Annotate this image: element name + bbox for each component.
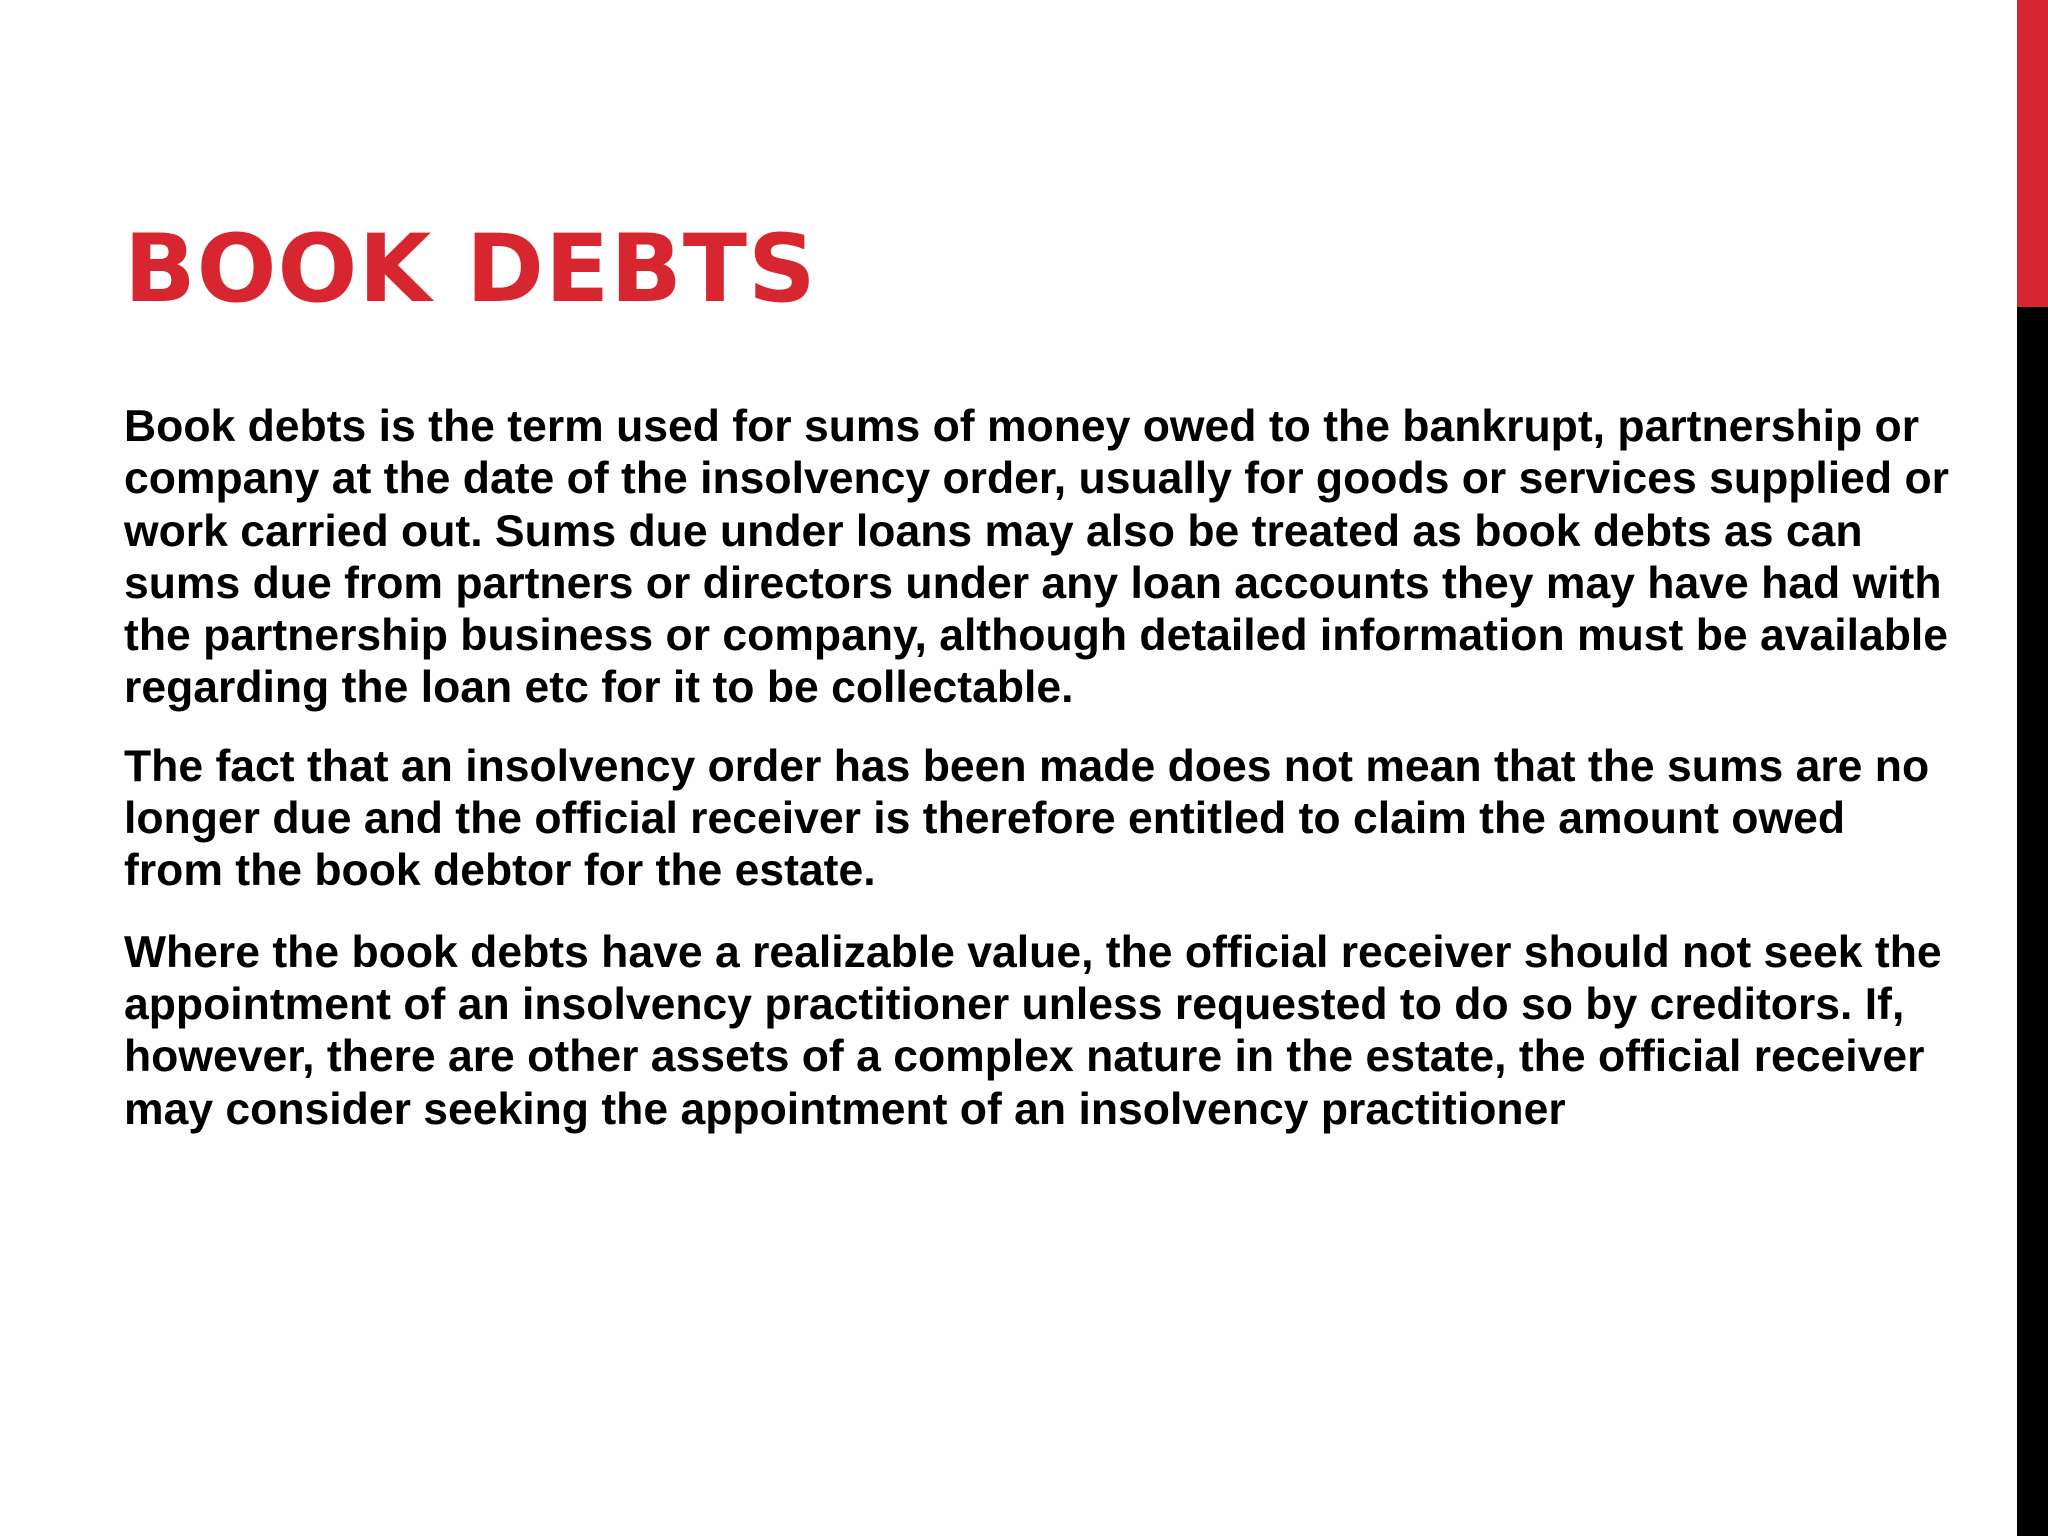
paragraph-book-debts-definition: Book debts is the term used for sums of money owed to the bankrupt, partnership or company at the date of the insolvency order, usually for goods or services supplied or work carried out. Sums due under loans may also be treated as book debts as can sums due from partners or directors under any loan accounts they may have had with the partnership business or company, although detailed information must be available regarding the loan etc for it to be collectable.	[124, 402, 1949, 713]
side-bar-accent	[2017, 0, 2048, 307]
slide-body	[124, 401, 1954, 1163]
paragraph-insolvency-order-effect: The fact that an insolvency order has been made does not mean that the sums are no longer due and the official receiver is therefore entitled to claim the amount owed from the book debtor for the estate.	[124, 741, 1930, 896]
slide-title: BOOK DEBTS	[124, 215, 817, 324]
side-bar-dark	[2017, 307, 2048, 1536]
paragraph-realizable-value: Where the book debts have a realizable value, the official receiver should not seek the appointment of an insolvency practitioner unless requested to do so by creditors. If, however, there are other assets of a complex nature in the estate, the official receiver may consider seeking the appointment of an insolvency practitioner	[124, 927, 1942, 1134]
